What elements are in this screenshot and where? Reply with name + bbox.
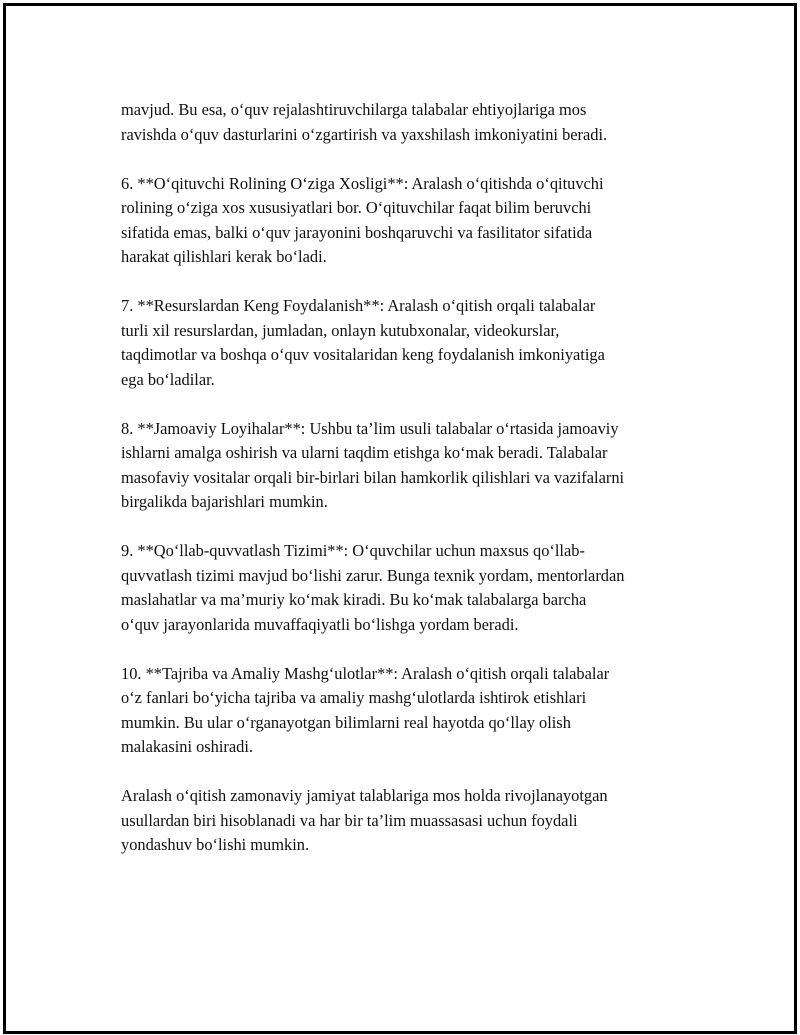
- text-line: o‘quv jarayonlarida muvaffaqiyatli bo‘lishga yordam beradi.: [121, 614, 519, 634]
- text-line: ishlarni amalga oshirish va ularni taqdim etishga ko‘mak beradi. Talabalar: [121, 443, 608, 462]
- text-line: turli xil resurslardan, jumladan, onlayn kutubxonalar, videokurslar,: [121, 320, 560, 340]
- paragraph-conclusion: [121, 784, 701, 858]
- paragraph-item-10: [121, 662, 701, 760]
- text-line: Aralash o‘qitish zamonaviy jamiyat talablariga mos holda rivojlanayotgan: [121, 786, 608, 805]
- text-line: 8. **Jamoaviy Loyihalar**: Ushbu ta’lim usuli talabalar o‘rtasida jamoaviy: [121, 418, 619, 438]
- page-border: [3, 3, 797, 1034]
- text-line: rolining o‘ziga xos xususiyatlari bor. O‘qituvchilar faqat bilim beruvchi: [121, 198, 592, 217]
- text-line: taqdimotlar va boshqa o‘quv vositalaridan keng foydalanish imkoniyatiga: [121, 345, 605, 364]
- text-line: yondashuv bo‘lishi mumkin.: [121, 835, 310, 854]
- text-line: ega bo‘ladilar.: [121, 369, 215, 389]
- text-line: sifatida emas, balki o‘quv jarayonini boshqaruvchi va fasilitator sifatida: [121, 222, 593, 242]
- paragraph-item-6: [121, 172, 701, 270]
- text-line: mumkin. Bu ular o‘rganayotgan bilimlarni real hayotda qo‘llay olish: [121, 712, 571, 732]
- paragraph-item-7: [121, 294, 701, 392]
- text-line: maslahatlar va ma’muriy ko‘mak kiradi. Bu ko‘mak talabalarga barcha: [121, 590, 587, 609]
- text-line: 7. **Resurslardan Keng Foydalanish**: Aralash o‘qitish orqali talabalar: [121, 296, 596, 315]
- text-line: birgalikda bajarishlari mumkin.: [121, 492, 328, 511]
- text-line: masofaviy vositalar orqali bir-birlari bilan hamkorlik qilishlari va vazifalarni: [121, 467, 625, 487]
- text-line: o‘z fanlari bo‘yicha tajriba va amaliy mashg‘ulotlarda ishtirok etishlari: [121, 688, 587, 707]
- text-line: ravishda o‘quv dasturlarini o‘zgartirish va yaxshilash imkoniyatini beradi.: [121, 124, 608, 144]
- document-body: [121, 98, 701, 882]
- text-line: harakat qilishlari kerak bo‘ladi.: [121, 247, 327, 266]
- text-line: mavjud. Bu esa, o‘quv rejalashtiruvchilarga talabalar ehtiyojlariga mos: [121, 100, 587, 119]
- text-line: malakasini oshiradi.: [121, 737, 254, 756]
- text-line: 10. **Tajriba va Amaliy Mashg‘ulotlar**: Aralash o‘qitish orqali talabalar: [121, 663, 610, 683]
- text-line: 9. **Qo‘llab-quvvatlash Tizimi**: O‘quvchilar uchun maxsus qo‘llab-: [121, 541, 585, 560]
- text-line: quvvatlash tizimi mavjud bo‘lishi zarur. Bunga texnik yordam, mentorlardan: [121, 565, 625, 585]
- text-line: usullardan biri hisoblanadi va har bir ta’lim muassasasi uchun foydali: [121, 810, 578, 830]
- paragraph-continuation: [121, 98, 701, 147]
- paragraph-item-8: [121, 417, 701, 515]
- paragraph-item-9: [121, 539, 701, 637]
- text-line: 6. **O‘qituvchi Rolining O‘ziga Xosligi**: Aralash o‘qitishda o‘qituvchi: [121, 173, 604, 193]
